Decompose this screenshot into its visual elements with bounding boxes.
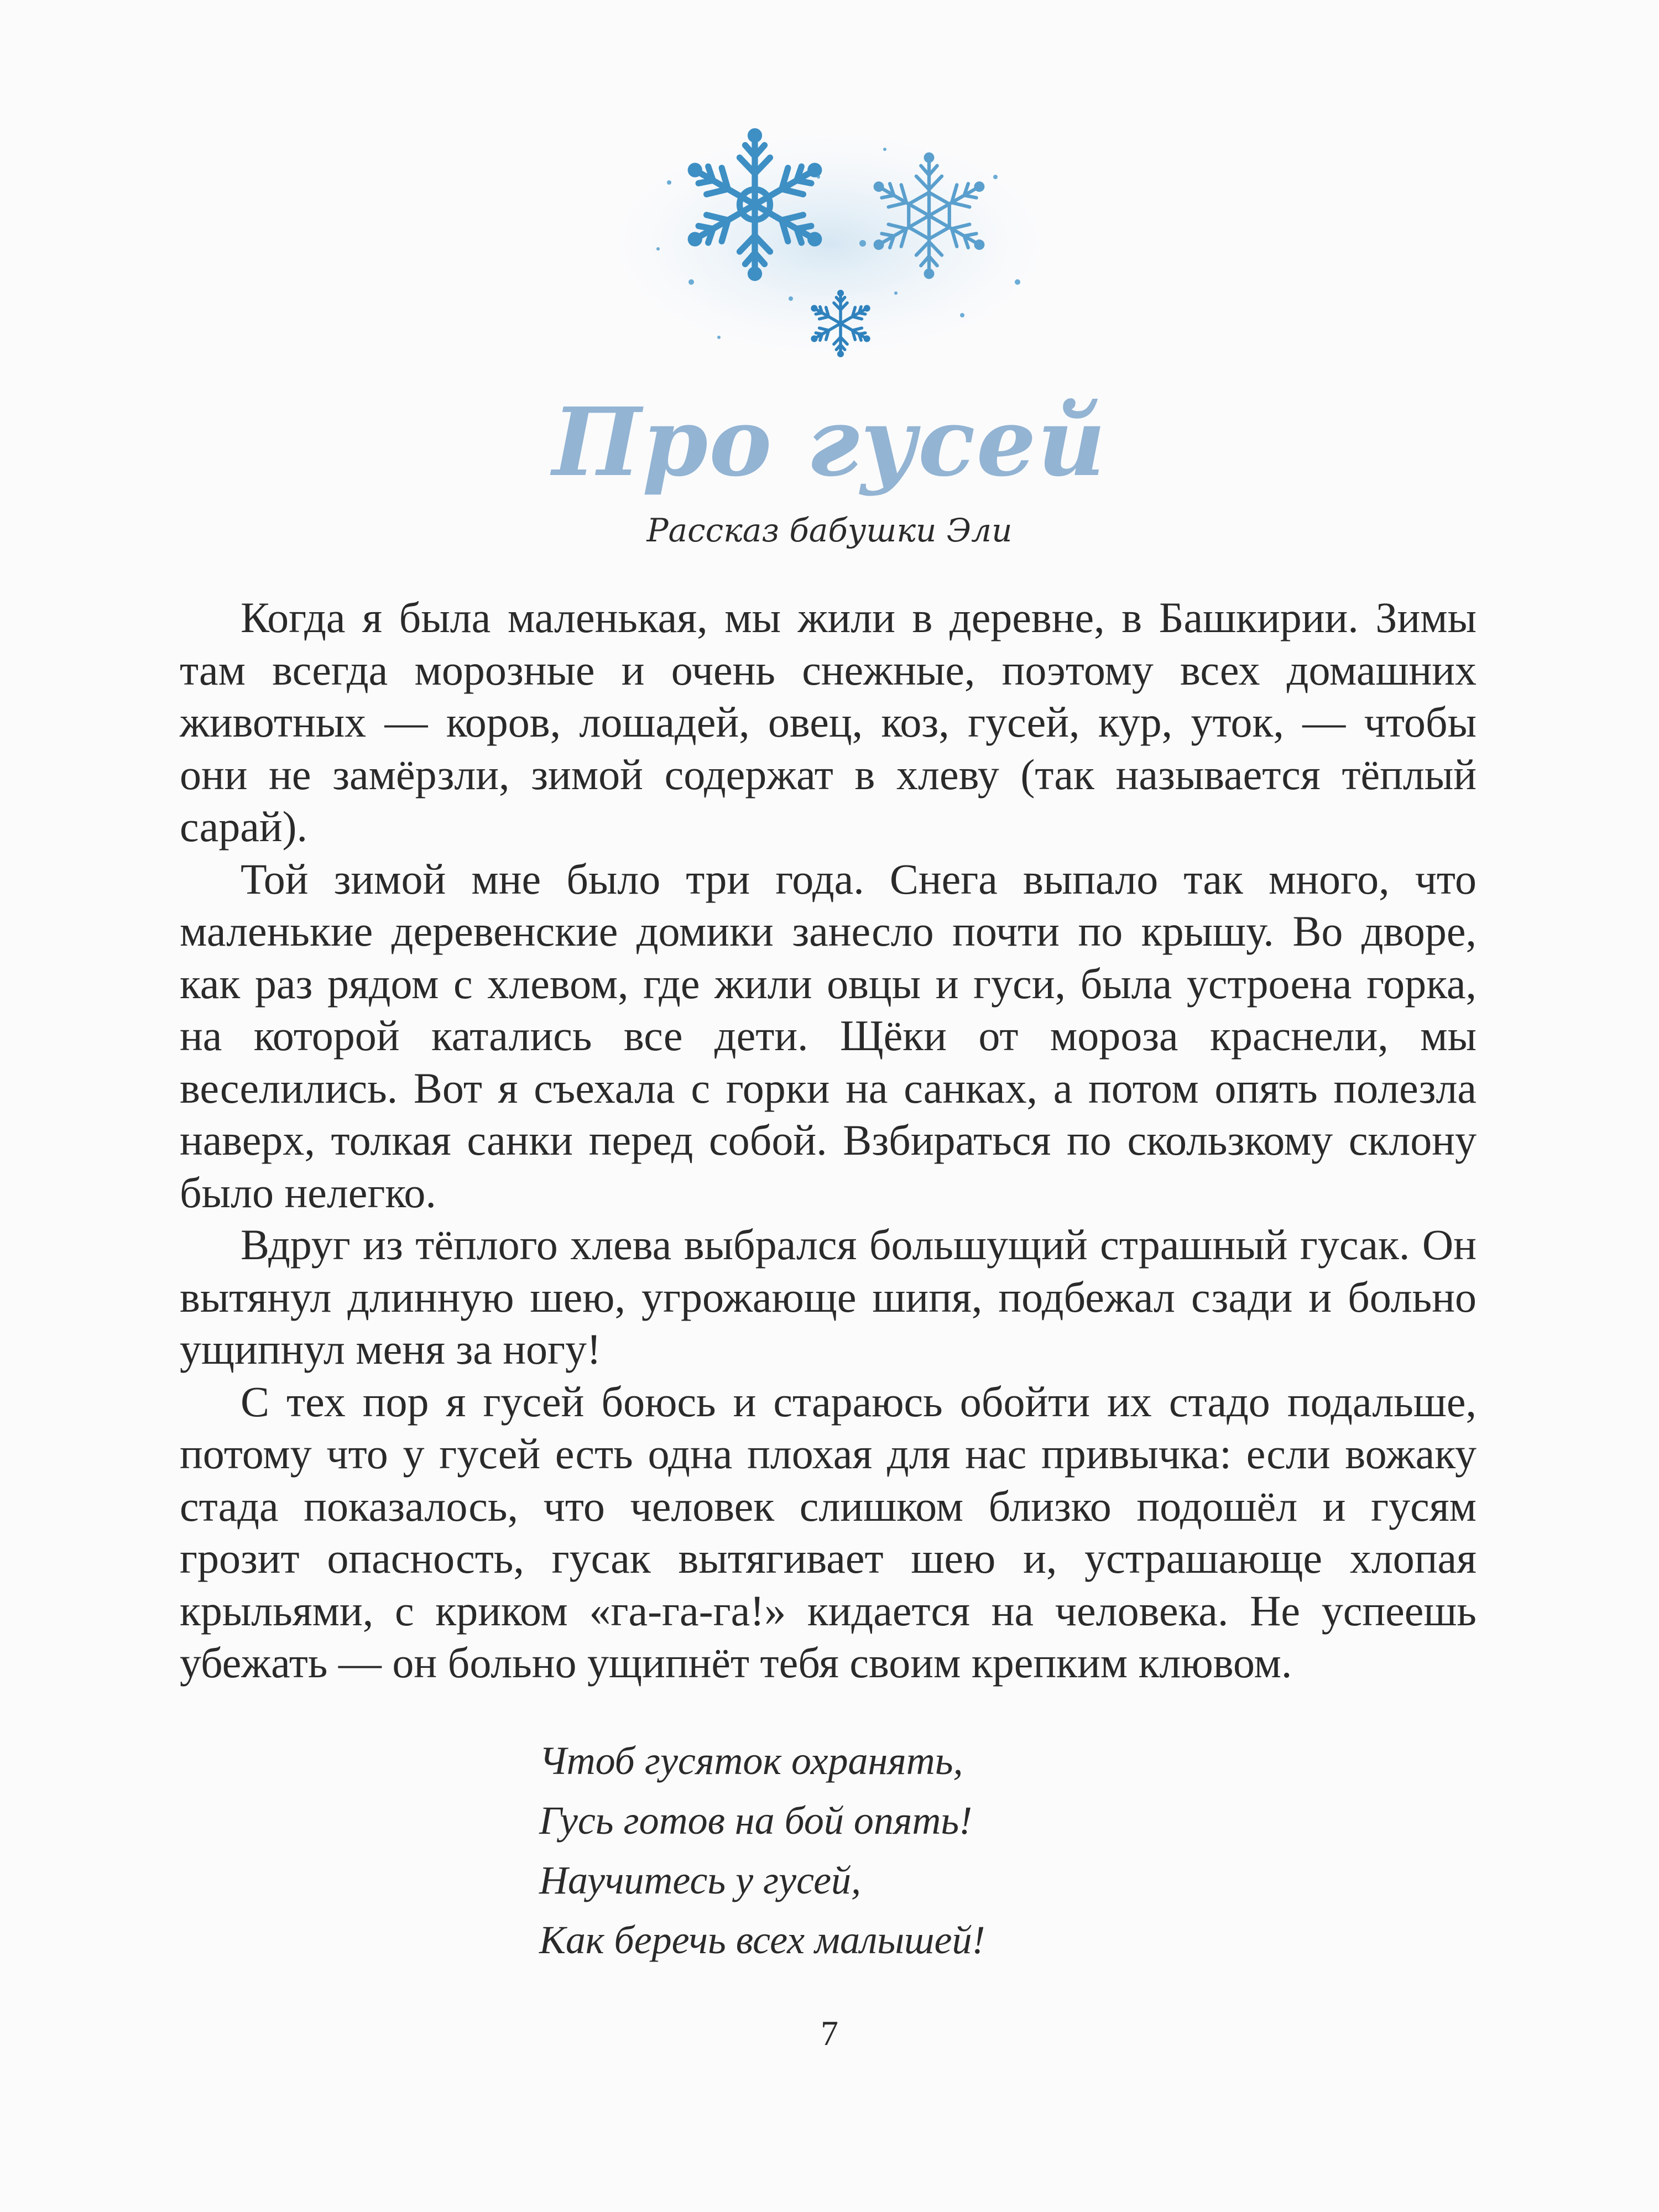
- poem-line: Гусь готов на бой опять!: [539, 1798, 973, 1843]
- page-title: Про гусей: [552, 387, 1107, 498]
- story-text: [180, 592, 1477, 1689]
- poem-line: Научитесь у гусей,: [539, 1858, 862, 1902]
- paragraph: С тех пор я гусей боюсь и стараюсь обойти их стадо подальше, потому что у гусей есть одна плохая для нас привычка: если вожаку стада показалось, что человек слишком близко подошёл и гусям грозит опасность, гусак вытягивает шею и, устрашающе хлопая крыльями, с криком «га-га-га!» кидается на человека. Не успеешь убежать — он больно ущипнёт тебя своим крепким клювом.: [180, 1377, 1477, 1687]
- paragraph: Вдруг из тёплого хлева выбрался большущий страшный гусак. Он вытянул длинную шею, угрожающе шипя, подбежал сзади и больно ущипнул меня за ногу!: [180, 1220, 1477, 1373]
- snowflakes-illustration: [608, 116, 1051, 371]
- poem-line: Как беречь всех малышей!: [539, 1918, 985, 1962]
- paragraph: Той зимой мне было три года. Снега выпало так много, что маленькие деревенские домики занесло почти по крышу. Во дворе, как раз рядом с хлевом, где жили овцы и гуси, была устроена горка, на которой катались все дети. Щёки от мороза краснели, мы веселились. Вот я съехала с горки на санках, а потом опять полезла наверх, толкая санки перед собой. Взбираться по скользкому склону было нелегко.: [180, 854, 1477, 1217]
- page-number: 7: [821, 2013, 838, 2053]
- poem-line: Чтоб гусяток охранять,: [539, 1739, 963, 1783]
- paragraph: Когда я была маленькая, мы жили в деревне, в Башкирии. Зимы там всегда морозные и очень снежные, поэтому всех домашних животных — коров, лошадей, овец, коз, гусей, кур, уток, — чтобы они не замёрзли, зимой содержат в хлеву (так называется тёплый сарай).: [180, 593, 1477, 851]
- story-subtitle: Рассказ бабушки Эли: [646, 512, 1013, 549]
- poem: [539, 1731, 985, 1970]
